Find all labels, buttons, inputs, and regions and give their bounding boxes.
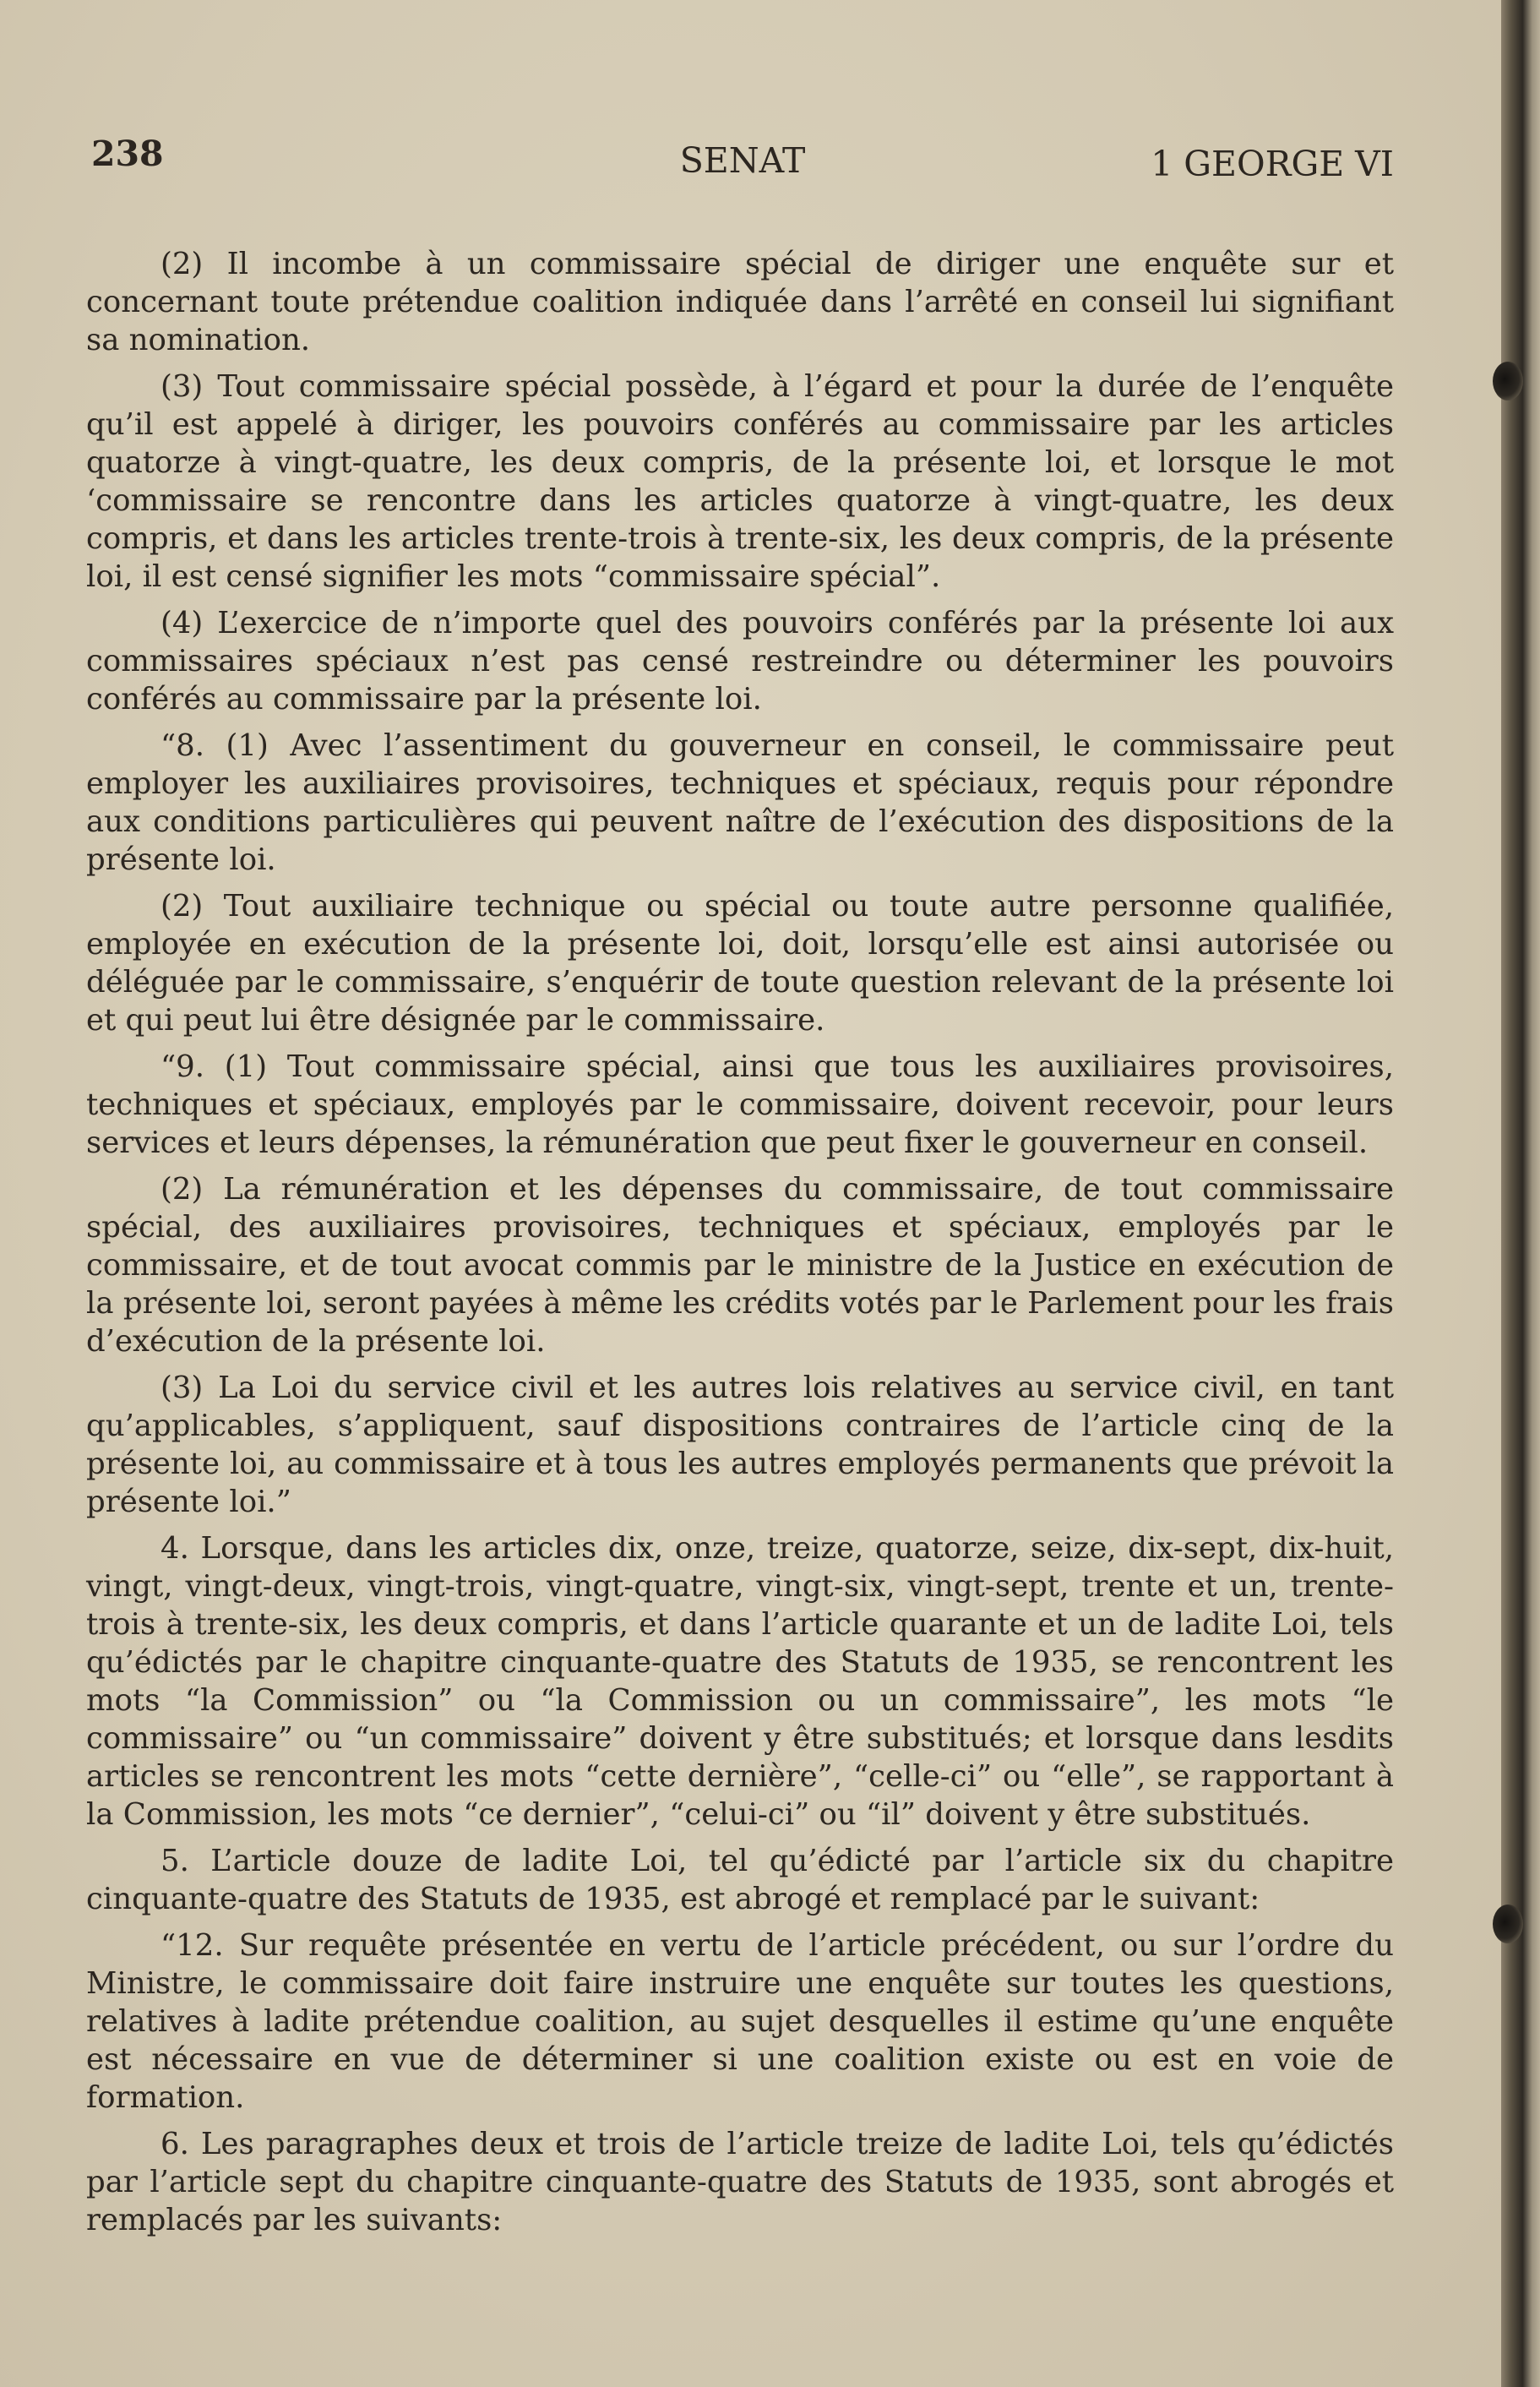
paragraph-4-powers-not-restricted: (4) L’exercice de n’importe quel des pouvoirs conférés par la présente loi aux commissaires spéciaux n’est pas censé restreindre ou déterminer les pouvoirs conférés au commissaire par la présente loi.: [86, 606, 1394, 717]
regnal-year: 1 GEORGE VI: [1151, 144, 1394, 184]
binding-edge: [1501, 0, 1540, 2387]
section-9-1-remuneration: “9. (1) Tout commissaire spécial, ainsi que tous les auxiliaires provisoires, techniques et spéciaux, employés par le commissaire, doivent recevoir, pour leurs services et leurs dépenses, la rémunération que peut fixer le gouverneur en conseil.: [86, 1049, 1394, 1160]
running-title: SENAT: [679, 140, 806, 181]
page-number: 238: [91, 134, 164, 174]
clause-6-section-13-repeal: 6. Les paragraphes deux et trois de l’article treize de ladite Loi, tels qu’édictés par l’article sept du chapitre cinquante-quatre des Statuts de 1935, sont abrogés et remplacés par les suivants:: [86, 2127, 1394, 2237]
paragraph-3-special-commissioner-powers: (3) Tout commissaire spécial possède, à l’égard et pour la durée de l’enquête qu’il est appelé à diriger, les pouvoirs conférés au commissaire par les articles quatorze à vingt-quatre, les deux compris, de la présente loi, et lorsque le mot ‘commissaire se rencontre dans les articles quatorze à vingt-quatre, les deux compris, et dans les articles trente-trois à trente-six, les deux compris, de la présente loi, il est censé signifier les mots “commissaire spécial”.: [86, 369, 1394, 594]
clause-4-substitutions: 4. Lorsque, dans les articles dix, onze, treize, quatorze, seize, dix-sept, dix-huit, vingt, vingt-deux, vingt-trois, vingt-quatre, vingt-six, vingt-sept, trente et un, trente-trois à trente-six, les deux compris, et dans l’article quarante et un de ladite Loi, tels qu’édictés par le chapitre cinquante-quatre des Statuts de 1935, se rencontrent les mots “la Commission” ou “la Commission ou un commissaire”, les mots “le commissaire” ou “un commissaire” doivent y être substitués; et lorsque dans lesdits articles se rencontrent les mots “cette dernière”, “celle-ci” ou “elle”, se rapportant à la Commission, les mots “ce dernier”, “celui-ci” ou “il” doivent y être substitués.: [86, 1531, 1394, 1832]
section-12-investigation: “12. Sur requête présentée en vertu de l’article précédent, ou sur l’ordre du Ministre, le commissaire doit faire instruire une enquête sur toutes les questions, relatives à ladite prétendue coalition, au sujet desquelles il estime qu’une enquête est nécessaire en vue de déterminer si une coalition existe ou est en voie de formation.: [86, 1928, 1394, 2115]
section-8-2-technical-staff: (2) Tout auxiliaire technique ou spécial ou toute autre personne qualifiée, employée en exécution de la présente loi, doit, lorsqu’elle est ainsi autorisée ou déléguée par le commissaire, s’enquérir de toute question relevant de la présente loi et qui peut lui être désignée par le commissaire.: [86, 889, 1394, 1038]
punch-hole: [1493, 362, 1523, 401]
clause-5-section-12-repeal: 5. L’article douze de ladite Loi, tel qu’édicté par l’article six du chapitre cinquante-quatre des Statuts de 1935, est abrogé et remplacé par le suivant:: [86, 1844, 1394, 1916]
page-header: [91, 134, 1394, 184]
paragraph-2-special-commissioner-duty: (2) Il incombe à un commissaire spécial de diriger une enquête sur et concernant toute prétendue coalition indiquée dans l’arrêté en conseil lui signifiant sa nomination.: [86, 247, 1394, 357]
punch-hole: [1493, 1905, 1523, 1943]
section-9-2-expenses: (2) La rémunération et les dépenses du commissaire, de tout commissaire spécial, des auxiliaires provisoires, techniques et spéciaux, employés par le commissaire, et de tout avocat commis par le ministre de la Justice en exécution de la présente loi, seront payées à même les crédits votés par le Parlement pour les frais d’exécution de la présente loi.: [86, 1172, 1394, 1359]
section-9-3-civil-service-act: (3) La Loi du service civil et les autres lois relatives au service civil, en tant qu’applicables, s’appliquent, sauf dispositions contraires de l’article cinq de la présente loi, au commissaire et à tous les autres employés permanents que prévoit la présente loi.”: [86, 1371, 1394, 1519]
section-8-1-temporary-staff: “8. (1) Avec l’assentiment du gouverneur en conseil, le commissaire peut employer les auxiliaires provisoires, techniques et spéciaux, requis pour répondre aux conditions particulières qui peuvent naître de l’exécution des dispositions de la présente loi.: [86, 728, 1394, 877]
body-text: [86, 245, 1394, 2248]
